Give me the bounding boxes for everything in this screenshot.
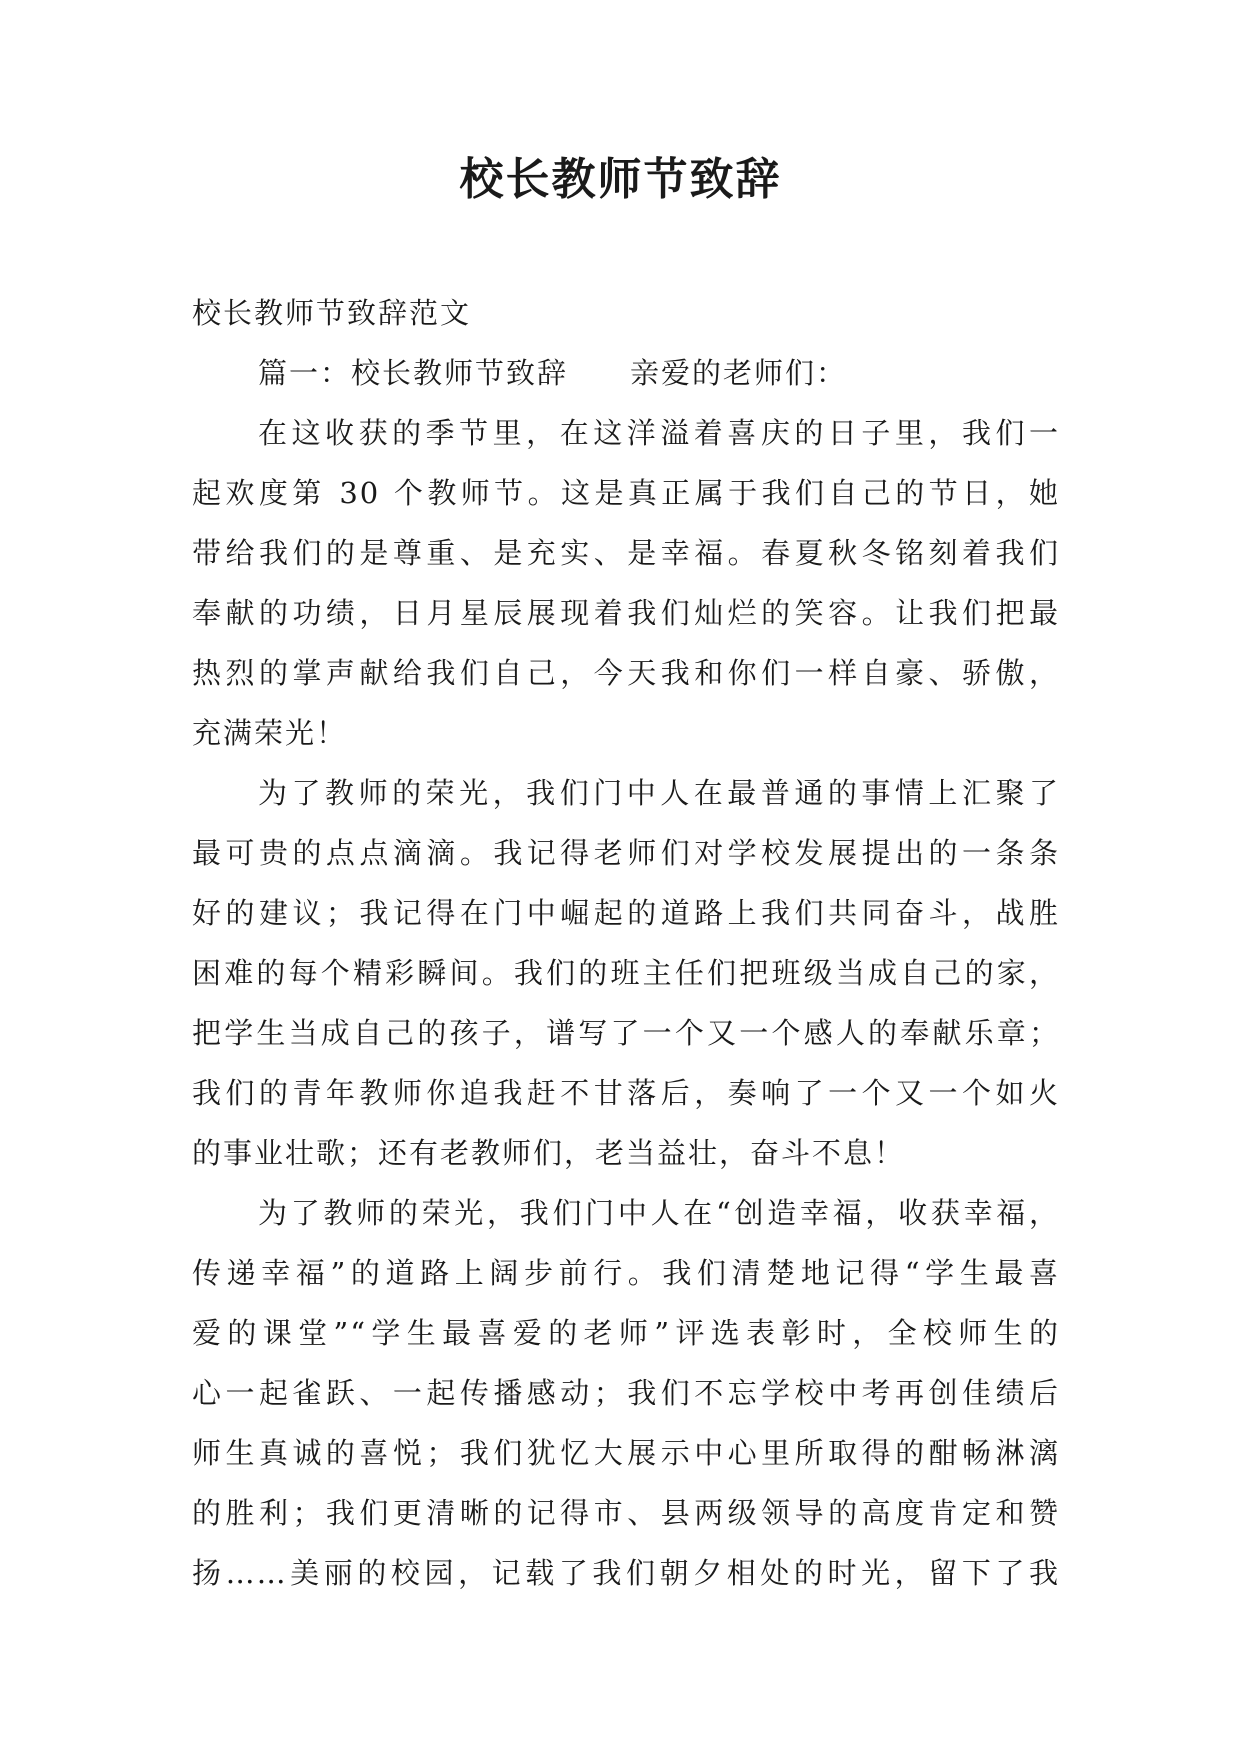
document-body <box>192 283 1060 1603</box>
subtitle-line: 校长教师节致辞范文 <box>192 296 472 330</box>
paragraph-line: 为了教师的荣光，我们门中人在最普通的事情上汇聚了 <box>258 776 1060 810</box>
paragraph-line: 在这收获的季节里，在这洋溢着喜庆的日子里，我们一 <box>258 416 1060 450</box>
paragraph-line: 困难的每个精彩瞬间。我们的班主任们把班级当成自己的家， <box>192 956 1060 990</box>
paragraph-line: 带给我们的是尊重、是充实、是幸福。春夏秋冬铭刻着我们 <box>192 536 1060 570</box>
document-title: 校长教师节致辞 <box>459 154 782 205</box>
paragraph-line: 的胜利；我们更清晰的记得市、县两级领导的高度肯定和赞 <box>192 1496 1060 1530</box>
paragraph-line: 起欢度第 30 个教师节。这是真正属于我们自己的节日，她 <box>192 476 1060 510</box>
paragraph-line: 最可贵的点点滴滴。我记得老师们对学校发展提出的一条条 <box>192 836 1060 870</box>
paragraph-line: 热烈的掌声献给我们自己，今天我和你们一样自豪、骄傲， <box>192 656 1060 690</box>
paragraph-line: 爱的课堂”“学生最喜爱的老师”评选表彰时，全校师生的 <box>192 1316 1060 1350</box>
paragraph-line: 充满荣光！ <box>192 716 348 750</box>
section-heading-line: 篇一：校长教师节致辞 亲爱的老师们： <box>258 356 848 390</box>
paragraph-line: 的事业壮歌；还有老教师们，老当益壮，奋斗不息！ <box>192 1136 906 1170</box>
paragraph-line: 我们的青年教师你追我赶不甘落后，奏响了一个又一个如火 <box>192 1076 1060 1110</box>
paragraph-line: 好的建议；我记得在门中崛起的道路上我们共同奋斗，战胜 <box>192 896 1060 930</box>
paragraph-line: 把学生当成自己的孩子，谱写了一个又一个感人的奉献乐章； <box>192 1016 1060 1050</box>
paragraph-line: 传递幸福”的道路上阔步前行。我们清楚地记得“学生最喜 <box>192 1256 1060 1290</box>
paragraph-line: 奉献的功绩，日月星辰展现着我们灿烂的笑容。让我们把最 <box>192 596 1060 630</box>
paragraph-line: 心一起雀跃、一起传播感动；我们不忘学校中考再创佳绩后 <box>192 1376 1060 1410</box>
paragraph-line: 扬……美丽的校园，记载了我们朝夕相处的时光，留下了我 <box>192 1556 1060 1590</box>
paragraph-line: 为了教师的荣光，我们门中人在“创造幸福，收获幸福， <box>258 1196 1060 1230</box>
paragraph-line: 师生真诚的喜悦；我们犹忆大展示中心里所取得的酣畅淋漓 <box>192 1436 1060 1470</box>
